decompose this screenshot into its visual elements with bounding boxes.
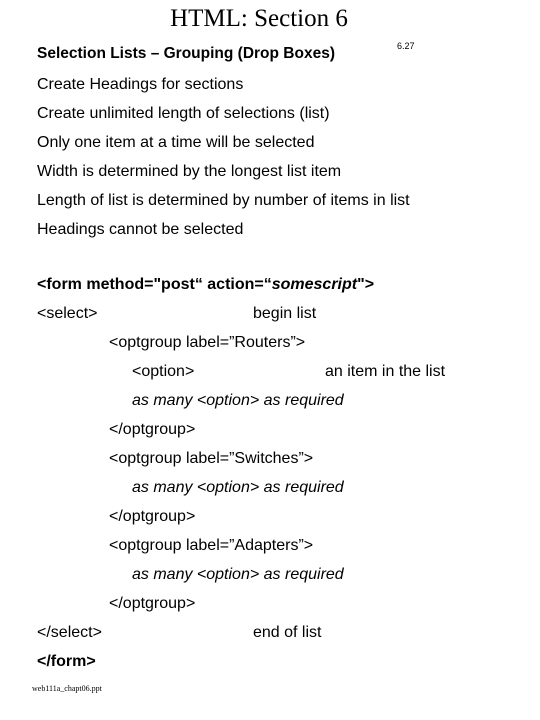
form-open-tag [37,274,374,296]
code-line-option [0,361,540,390]
slide-subtitle: Selection Lists – Grouping (Drop Boxes) [37,45,335,62]
bullet-list [37,74,410,248]
form-open-prefix: <form method="post“ action=“ [37,276,272,293]
form-open-action: somescript [271,276,358,293]
select-close-comment: end of list [253,624,322,641]
slide-title: HTML: Section 6 [170,5,348,32]
code-example [0,274,540,680]
form-close-tag: </form> [37,653,96,670]
code-line-optgroup-switches [0,448,540,477]
bullet-item: Width is determined by the longest list item [37,163,342,180]
code-line-optgroup-close-3 [0,593,540,622]
as-many-note: as many <option> as required [132,479,344,496]
optgroup-close-tag: </optgroup> [109,421,196,438]
bullet-item: Headings cannot be selected [37,221,244,238]
optgroup-close-tag: </optgroup> [109,508,196,525]
code-line-optgroup-routers [0,332,540,361]
select-open-tag: <select> [37,305,98,322]
form-open-suffix: "> [357,276,375,293]
code-line-as-many-2 [0,477,540,506]
option-tag: <option> [132,363,195,380]
bullet-item: Create Headings for sections [37,76,244,93]
code-line-optgroup-close-2 [0,506,540,535]
code-line-optgroup-close-1 [0,419,540,448]
bullet-item: Only one item at a time will be selected [37,134,315,151]
code-line-optgroup-adapters [0,535,540,564]
code-line-form-close [0,651,540,680]
optgroup-switches-tag: <optgroup label=”Switches”> [109,450,314,467]
code-line-as-many-3 [0,564,540,593]
as-many-note: as many <option> as required [132,566,344,583]
code-line-select-close [0,622,540,651]
option-comment: an item in the list [325,363,446,380]
optgroup-adapters-tag: <optgroup label=”Adapters”> [109,537,314,554]
footer-filename: web111a_chapt06.ppt [32,684,102,693]
code-line-form-open [0,274,540,303]
optgroup-routers-tag: <optgroup label=”Routers”> [109,334,306,351]
select-open-comment: begin list [253,305,317,322]
slide-number: 6.27 [397,41,415,51]
optgroup-close-tag: </optgroup> [109,595,196,612]
as-many-note: as many <option> as required [132,392,344,409]
code-line-as-many-1 [0,390,540,419]
bullet-item: Length of list is determined by number of items in list [37,192,410,209]
select-close-tag: </select> [37,624,102,641]
bullet-item: Create unlimited length of selections (list) [37,105,330,122]
code-line-select-open [0,303,540,332]
